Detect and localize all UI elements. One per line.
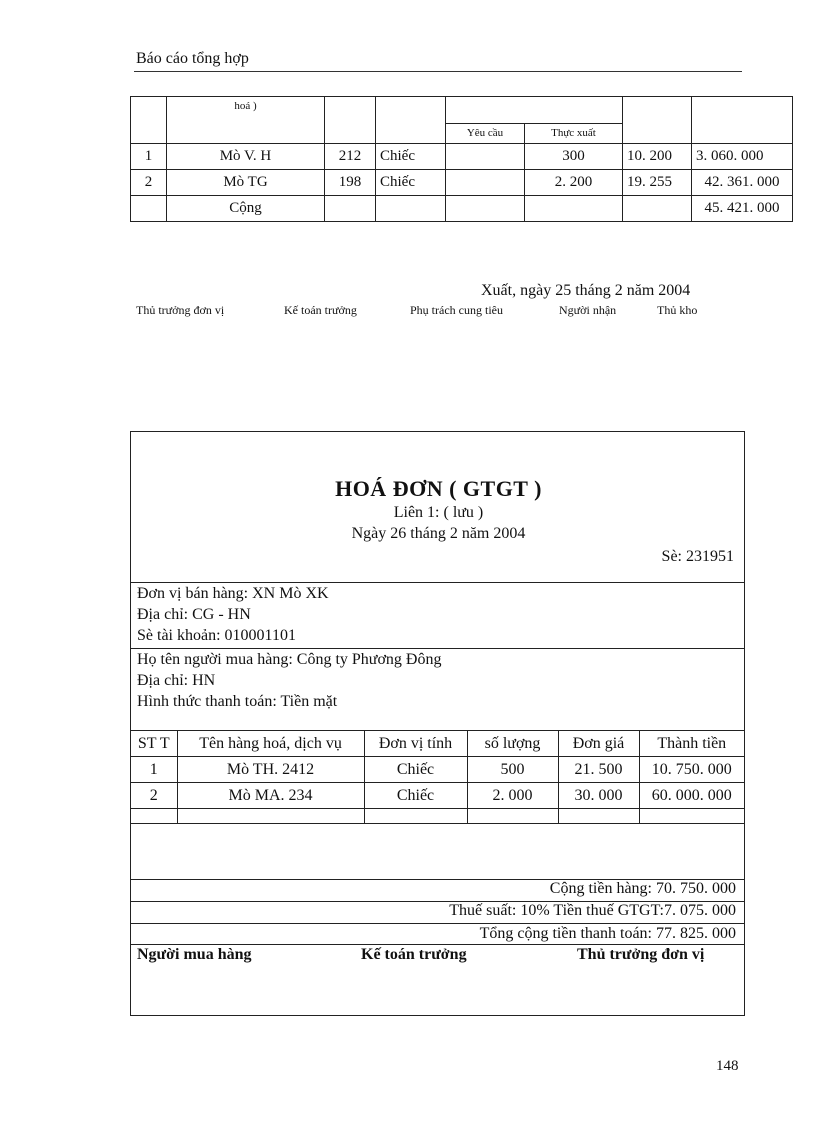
cell-req [446, 170, 525, 196]
table-row [131, 170, 793, 196]
grand-total: Tổng cộng tiền thanh toán: 77. 825. 000 [479, 925, 736, 942]
sum-total: 45. 421. 000 [692, 196, 793, 222]
invoice-date: Ngày 26 tháng 2 năm 2004 [351, 525, 526, 542]
page-header-title: Báo cáo tổng hợp [136, 50, 249, 67]
buyer-address: Địa chỉ: HN [137, 672, 216, 689]
table-cell [525, 196, 623, 222]
seller-account: Sè tài khoản: 010001101 [137, 627, 296, 644]
seller-unit: Đơn vị bán hàng: XN Mò XK [137, 585, 329, 602]
cell-unit: Chiếc [364, 783, 467, 809]
section-divider [131, 923, 744, 924]
cell-name: Mò TH. 2412 [177, 757, 364, 783]
table-cell [558, 809, 639, 824]
cell-amount: 10. 750. 000 [639, 757, 744, 783]
page-number: 148 [716, 1058, 739, 1074]
table-cell [376, 196, 446, 222]
seller-address: Địa chỉ: CG - HN [137, 606, 251, 623]
table-cell [623, 97, 692, 144]
cell-price: 19. 255 [623, 170, 692, 196]
cell-qty: 500 [467, 757, 558, 783]
invoice-number: Sè: 231951 [661, 548, 734, 565]
col-header: Tên hàng hoá, dịch vụ [177, 731, 364, 757]
table-cell [376, 97, 446, 144]
signature-director: Thủ trưởng đơn vị [577, 946, 705, 963]
cell-stt: 2 [131, 783, 177, 809]
col-header: Đơn giá [558, 731, 639, 757]
table-sum-row [131, 196, 793, 222]
table-cell [325, 97, 376, 144]
cell-total: 42. 361. 000 [692, 170, 793, 196]
cell-req [446, 144, 525, 170]
subheader-yeu-cau: Yêu cầu [446, 124, 525, 144]
col-header: số lượng [467, 731, 558, 757]
export-date: Xuất, ngày 25 tháng 2 năm 2004 [481, 282, 691, 299]
section-divider [131, 648, 744, 649]
cell-name: Mò MA. 234 [177, 783, 364, 809]
table-cell [131, 809, 177, 824]
signature-label: Phụ trách cung tiêu [410, 303, 503, 317]
table-row-empty [131, 809, 744, 824]
table-cell [692, 97, 793, 144]
invoice-box [130, 431, 745, 1016]
header-rule [134, 71, 742, 72]
cell-name: Mò V. H [167, 144, 325, 170]
table-row [131, 783, 744, 809]
invoice-copy: Liên 1: ( lưu ) [393, 504, 484, 521]
section-divider [131, 944, 744, 945]
signature-accountant: Kế toán trưởng [361, 946, 467, 963]
cell-amount: 60. 000. 000 [639, 783, 744, 809]
table-row [131, 757, 744, 783]
col-header: Thành tiền [639, 731, 744, 757]
issue-table [130, 96, 793, 222]
table-cell: hoá ) [167, 97, 325, 144]
table-cell [131, 97, 167, 144]
cell-stt: 1 [131, 757, 177, 783]
cell-price: 10. 200 [623, 144, 692, 170]
cell-qty: 2. 000 [467, 783, 558, 809]
cell-price: 21. 500 [558, 757, 639, 783]
col-header: ST T [131, 731, 177, 757]
table-cell [177, 809, 364, 824]
tax-line: Thuế suất: 10% Tiền thuế GTGT:7. 075. 000 [449, 902, 736, 919]
cell-actual: 300 [525, 144, 623, 170]
table-cell [639, 809, 744, 824]
sum-label: Cộng [167, 196, 325, 222]
invoice-items-table [131, 730, 744, 824]
table-cell [446, 97, 623, 124]
signature-label: Thủ kho [657, 303, 698, 317]
invoice-title: HOÁ ĐƠN ( GTGT ) [335, 476, 542, 501]
table-header-row [131, 97, 793, 124]
table-cell [325, 196, 376, 222]
cell-stt: 1 [131, 144, 167, 170]
cell-code: 212 [325, 144, 376, 170]
signature-buyer: Người mua hàng [137, 946, 252, 963]
table-cell [467, 809, 558, 824]
cell-name: Mò TG [167, 170, 325, 196]
section-divider [131, 582, 744, 583]
table-cell [131, 196, 167, 222]
cell-unit: Chiếc [376, 144, 446, 170]
cell-unit: Chiếc [376, 170, 446, 196]
cell-total: 3. 060. 000 [692, 144, 793, 170]
goods-total: Cộng tiền hàng: 70. 750. 000 [549, 880, 736, 897]
cell-unit: Chiếc [364, 757, 467, 783]
table-cell [446, 196, 525, 222]
signature-label: Thủ trưởng đơn vị [136, 303, 225, 317]
payment-method: Hình thức thanh toán: Tiền mặt [137, 693, 338, 710]
signature-label: Người nhận [559, 303, 617, 317]
signature-label: Kế toán trưởng [284, 303, 357, 317]
col-header: Đơn vị tính [364, 731, 467, 757]
items-header-row [131, 731, 744, 757]
cell-code: 198 [325, 170, 376, 196]
buyer-name: Họ tên người mua hàng: Công ty Phương Đông [137, 651, 442, 668]
table-cell [623, 196, 692, 222]
cell-stt: 2 [131, 170, 167, 196]
table-row [131, 144, 793, 170]
table-cell [364, 809, 467, 824]
subheader-thuc-xuat: Thực xuất [525, 124, 623, 144]
cell-price: 30. 000 [558, 783, 639, 809]
cell-actual: 2. 200 [525, 170, 623, 196]
